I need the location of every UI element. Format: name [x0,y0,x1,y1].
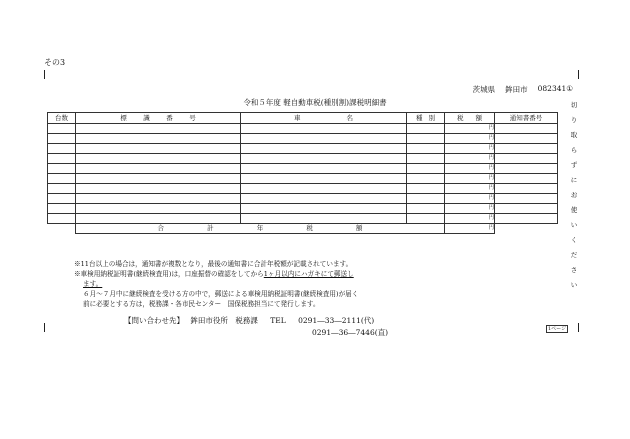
cut-notice-char: 切 [570,101,578,109]
cut-notice [567,98,581,293]
table-row [48,164,558,174]
issuer-code: 082341① [537,84,573,93]
table-row [48,214,558,224]
table-row [48,204,558,214]
yen-unit: 円 [445,204,495,214]
table-header-row [48,113,558,124]
cut-notice-char: い [570,221,578,229]
yen-unit: 円 [445,194,495,204]
contact-tel-direct: 0291―36―7446(直) [312,328,389,337]
cut-notice-char: ず [570,161,578,169]
cut-notice-char: に [570,176,578,184]
table-row [48,124,558,134]
issuer-city: 鉾田市 [505,85,528,94]
header-notice-number: 通知書番号 [495,113,558,124]
cut-notice-char: り [570,116,578,124]
yen-unit: 円 [445,174,495,184]
cut-notice-char: だ [570,251,578,259]
cut-notice-char: お [570,191,578,199]
right-fold-mark-bottom [578,323,579,332]
note-certificate: ※車検用納税証明書(継続検査用)は，口座振替の確認をしてから1ヶ月以内にハガキにて郵送し [74,270,354,278]
header-amount: 税 額 [445,113,495,124]
contact-label: 【問い合わせ先】 [124,316,184,325]
left-fold-mark-bottom [44,323,45,332]
yen-unit: 円 [445,134,495,144]
total-yen-unit: 円 [445,224,495,234]
cut-notice-char: い [570,281,578,289]
note-certificate-cont: ます。 [83,280,103,288]
table-row [48,194,558,204]
header-type: 種 別 [407,113,445,124]
total-row [48,224,558,234]
yen-unit: 円 [445,164,495,174]
cut-notice-char: ら [570,146,578,154]
tax-detail-table [47,112,558,234]
contact-tel-main: 0291―33―2111(代) [298,316,375,325]
yen-unit: 円 [445,154,495,164]
yen-unit: 円 [445,124,495,134]
issuer-info [473,84,573,95]
contact-office: 鉾田市役所 税務課 [190,316,258,325]
table-row [48,144,558,154]
table-row [48,184,558,194]
cut-notice-char: さ [570,266,578,274]
table-row [48,174,558,184]
cut-notice-char: 取 [570,131,578,139]
cut-notice-char: 使 [570,206,578,214]
table-row [48,154,558,164]
table-row [48,134,558,144]
yen-unit: 円 [445,144,495,154]
header-plate: 標 識 番 号 [76,113,241,124]
left-fold-mark-top [44,70,45,79]
total-label: 合 計 年 税 額 [76,224,445,234]
cut-notice-char: く [570,236,578,244]
note-inspection-cont: 前に必要とする方は，税務課・各市民センター 国保税務担当にて発行します。 [83,300,320,308]
note-multiple-notices: ※11台以上の場合は，通知書が複数となり，最後の通知書に合計年税額が記載されています。 [74,260,353,268]
header-count: 台数 [48,113,76,124]
issuer-prefecture: 茨城県 [472,85,496,94]
header-vehicle-name: 車 名 [241,113,407,124]
right-fold-mark-top [578,70,579,79]
page-number: 1ページ [548,326,567,332]
document-title: 令和５年度 軽自動車税(種別割)課税明細書 [243,98,387,107]
yen-unit: 円 [445,214,495,224]
yen-unit: 円 [445,184,495,194]
contact-tel-label: TEL [270,316,286,325]
page-label: その3 [44,58,66,67]
contact-info [124,315,388,339]
notes [74,259,454,309]
note-inspection: ６月～７月中に継続検査を受ける方の中で，郵送による車検用納税証明書(継続検査用)が届く [83,290,359,298]
